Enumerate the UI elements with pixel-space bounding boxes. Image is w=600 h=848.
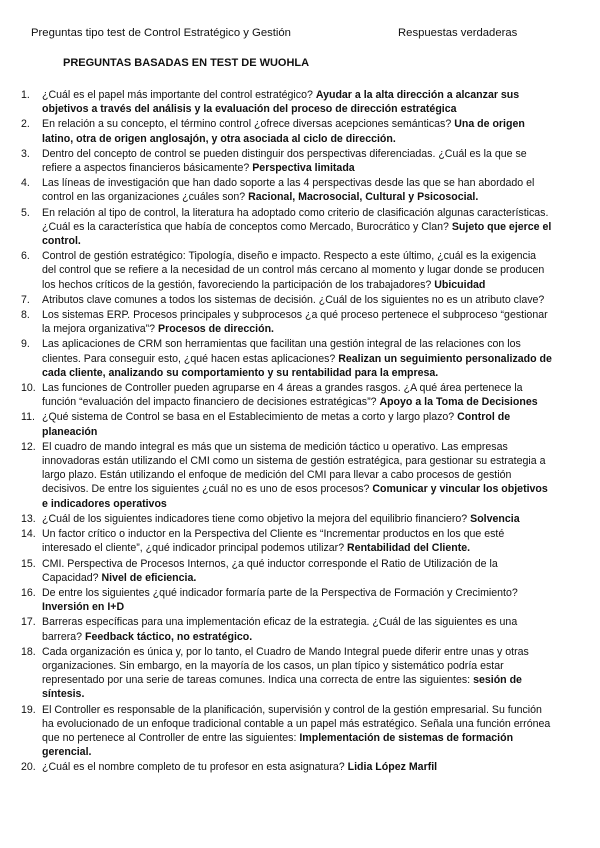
question-item [21, 176, 553, 204]
question-number: 11. [21, 411, 35, 424]
question-item [21, 381, 553, 409]
question-text: En relación al tipo de control, la literatura ha adoptado como criterio de clasificación algunas características. ¿Cuál es la característica que había de conceptos como Mercado, Burocrático y Clan? [42, 206, 549, 233]
question-number: 5. [21, 206, 30, 219]
question-text: ¿Cuál es el nombre completo de tu profesor en esta asignatura? [42, 761, 348, 774]
question-item [21, 586, 553, 614]
question-number: 10. [21, 382, 36, 395]
header-left-text: Preguntas tipo test de Control Estratégico y Gestión [31, 27, 291, 39]
question-item [21, 410, 553, 438]
question-item [21, 147, 553, 175]
answer-text: Sujeto que ejerce el control. [42, 220, 552, 248]
question-number: 2. [21, 118, 30, 131]
question-text: Las aplicaciones de CRM son herramientas que facilitan una gestión integral de las relaciones con los clientes. Para conseguir esto, ¿qué hacen estas aplicaciones? [42, 338, 521, 365]
answer-text: Solvencia [470, 512, 520, 525]
answer-text: Una de origen latino, otra de origen anglosajón, y otra asociada al ciclo de dirección. [42, 118, 525, 145]
question-text: Cada organización es única y, por lo tanto, el Cuadro de Mando Integral puede diferir entre unas y otras organizaciones. Sin embargo, en la mayoría de los casos, un plan típico y sistemático podría estar representado por una serie de tareas comunes. Indica una correcta de entre las siguientes: [42, 645, 529, 687]
question-text: Dentro del concepto de control se pueden distinguir dos perspectivas diferenciadas. ¿Cuál es la que se refiere a aspectos financieros básicamente? [42, 147, 527, 175]
question-item [21, 293, 553, 307]
question-number: 15. [21, 557, 36, 570]
question-item [21, 249, 553, 292]
question-text: ¿Qué sistema de Control se basa en el Establecimiento de metas a corto y largo plazo? [42, 411, 458, 424]
question-item [21, 615, 553, 643]
question-text: Las líneas de investigación que han dado soporte a las 4 perspectivas desde las que se han abordado el control en las organizaciones ¿cuáles son? [42, 177, 535, 204]
answer-text: Comunicar y vincular los objetivos e indicadores operativos [42, 483, 548, 510]
question-item [21, 760, 553, 774]
question-text: De entre los siguientes ¿qué indicador formaría parte de la Perspectiva de Formación y Crecimiento? [42, 586, 518, 599]
question-number: 18. [21, 645, 36, 658]
question-number: 9. [21, 338, 30, 351]
question-item [21, 206, 553, 249]
answer-text: Inversión en I+D [42, 601, 125, 614]
answer-text: Procesos de dirección. [158, 323, 274, 336]
answer-text: Ubicuidad [434, 278, 486, 291]
answer-text: Ayudar a la alta dirección a alcanzar sus objetivos a través del análisis y la evaluación del proceso de dirección estratégica [42, 89, 520, 116]
question-number: 6. [21, 250, 30, 263]
answer-text: Racional, Macrosocial, Cultural y Psicosocial. [248, 191, 479, 204]
question-text: Control de gestión estratégico: Tipología, diseño e impacto. Respecto a este último, ¿cuál es la exigencia del control que se refiere a la necesidad de un control más cercano al momento y lugar donde se producen los hechos críticos de la gestión, favoreciendo la participación de los trabajadores? [42, 250, 545, 291]
question-text: Atributos clave comunes a todos los sistemas de decisión. ¿Cuál de los siguientes no es un atributo clave? [42, 293, 545, 306]
question-text: CMI. Perspectiva de Procesos Internos, ¿a qué inductor corresponde el Ratio de Utilización de la Capacidad? [42, 557, 498, 584]
question-number: 14. [21, 528, 36, 541]
question-item [21, 440, 553, 511]
question-number: 13. [21, 512, 36, 525]
header-right-text: Respuestas verdaderas [398, 27, 518, 39]
question-text: Los sistemas ERP. Procesos principales y subprocesos ¿a qué proceso pertenece el subproceso “gestionar la mejora organizativa”? [42, 309, 548, 336]
question-item [21, 557, 553, 585]
question-text: Un factor crítico o inductor en la Perspectiva del Cliente es “Incrementar productos en los que esté interesado el cliente”, ¿qué indicador principal podemos utilizar? [42, 528, 505, 555]
answer-text: sesión de síntesis. [42, 674, 522, 701]
answer-text: Implementación de sistemas de formación gerencial. [42, 731, 514, 759]
answer-text: Perspectiva limitada [252, 162, 355, 175]
question-item [21, 88, 553, 116]
question-text: El cuadro de mando integral es más que un sistema de medición táctico u operativo. Las empresas innovadoras están utilizando el CMI como un sistema de gestión estratégica, para gestionar su estrategia a largo plazo. Están utilizando el enfoque de medición del CMI para llevar a cabo procesos de gestión decisivos. De entre los siguientes ¿cuál no es uno de esos procesos? [42, 440, 546, 496]
question-item [21, 645, 553, 702]
question-item [21, 703, 553, 760]
question-item [21, 117, 553, 145]
question-number: 8. [21, 309, 30, 322]
question-text: El Controller es responsable de la planificación, supervisión y control de la gestión empresarial. Su función ha evolucionado de un enfoque tradicional contable a un papel más estratégico. Señala una función errónea que no pertenece al Controller de entre las siguientes: [42, 703, 551, 744]
question-number: 3. [21, 147, 30, 160]
question-text: Barreras específicas para una implementación eficaz de la estrategia. ¿Cuál de las siguientes es una barrera? [42, 616, 518, 643]
answer-text: Control de planeación [42, 411, 511, 438]
question-text: Las funciones de Controller pueden agruparse en 4 áreas a grandes rasgos. ¿A qué área pertenece la función “evaluación del impacto financiero de decisiones estratégicas”? [42, 382, 523, 409]
question-number: 1. [21, 89, 30, 101]
question-item [21, 512, 553, 526]
answer-text: Rentabilidad del Cliente. [347, 542, 471, 555]
question-number: 4. [21, 177, 30, 190]
question-list [21, 88, 553, 776]
question-item [21, 308, 553, 336]
question-number: 20. [21, 761, 36, 774]
question-number: 16. [21, 586, 36, 599]
question-item [21, 337, 553, 380]
question-item [21, 527, 553, 555]
question-text: ¿Cuál de los siguientes indicadores tiene como objetivo la mejora del equilibrio financiero? [42, 512, 471, 525]
answer-text: Feedback táctico, no estratégico. [85, 630, 253, 643]
answer-text: Lidia López Marfil [347, 761, 438, 774]
answer-text: Apoyo a la Toma de Decisiones [379, 396, 538, 409]
question-text: ¿Cuál es el papel más importante del control estratégico? [42, 89, 316, 101]
question-number: 17. [21, 616, 36, 629]
question-number: 19. [21, 703, 36, 716]
page-header [31, 27, 569, 43]
question-text: En relación a su concepto, el término control ¿ofrece diversas acepciones semánticas? [42, 118, 455, 131]
answer-text: Realizan un seguimiento personalizado de cada cliente, analizando su comportamiento y su rentabilidad para la empresa. [42, 352, 552, 379]
question-number: 7. [21, 293, 30, 306]
page-title: PREGUNTAS BASADAS EN TEST DE WUOHLA [63, 57, 310, 69]
answer-text: Nivel de eficiencia. [101, 571, 197, 584]
question-number: 12. [21, 440, 36, 453]
